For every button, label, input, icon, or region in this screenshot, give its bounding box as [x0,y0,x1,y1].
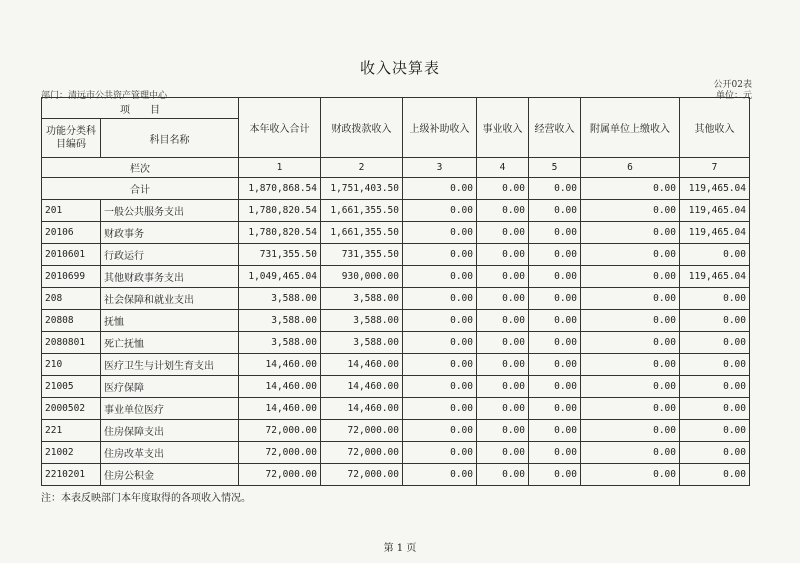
table-note: 注：本表反映部门本年度取得的各项收入情况。 [41,493,251,504]
row-value-cell: 0.00 [680,332,750,354]
row-value-cell: 0.00 [403,310,477,332]
row-code: 221 [42,420,101,442]
row-value-cell: 1,661,355.50 [321,222,403,244]
col-header: 其他收入 [680,98,750,158]
total-label: 合计 [42,178,239,200]
header-name: 科目名称 [101,119,239,158]
row-value-cell: 0.00 [581,354,680,376]
row-name: 住房公积金 [101,464,239,486]
row-code: 201 [42,200,101,222]
row-value-cell: 0.00 [403,266,477,288]
table-row [42,200,750,222]
row-value-cell: 0.00 [477,376,529,398]
page-number: 第 1 页 [383,543,417,554]
income-table [41,97,750,486]
row-name: 住房改革支出 [101,442,239,464]
total-cell: 119,465.04 [680,178,750,200]
row-value-cell: 1,661,355.50 [321,200,403,222]
row-value-cell: 14,460.00 [321,354,403,376]
row-value-cell: 0.00 [403,244,477,266]
row-value-cell: 0.00 [581,332,680,354]
row-code: 2010601 [42,244,101,266]
row-value-cell: 0.00 [581,464,680,486]
row-value-cell: 0.00 [403,354,477,376]
row-value-cell: 14,460.00 [239,376,321,398]
header-code: 功能分类科目编码 [42,119,101,158]
total-row [42,178,750,200]
row-value-cell: 0.00 [581,310,680,332]
row-value-cell: 72,000.00 [321,442,403,464]
row-value-cell: 0.00 [680,288,750,310]
table-row [42,398,750,420]
row-code: 21005 [42,376,101,398]
row-value-cell: 0.00 [477,398,529,420]
row-value-cell: 14,460.00 [239,354,321,376]
row-value-cell: 731,355.50 [239,244,321,266]
col-header: 上级补助收入 [403,98,477,158]
row-value-cell: 0.00 [403,464,477,486]
row-value-cell: 0.00 [477,288,529,310]
row-value-cell: 0.00 [529,332,581,354]
table-row [42,354,750,376]
total-cell: 0.00 [403,178,477,200]
row-value-cell: 0.00 [529,354,581,376]
total-cell: 0.00 [477,178,529,200]
row-value-cell: 0.00 [529,376,581,398]
row-value-cell: 0.00 [581,244,680,266]
col-header: 事业收入 [477,98,529,158]
seq-number: 1 [239,158,321,178]
row-value-cell: 3,588.00 [321,310,403,332]
row-value-cell: 0.00 [529,464,581,486]
row-value-cell: 72,000.00 [321,464,403,486]
row-value-cell: 0.00 [529,398,581,420]
row-code: 20106 [42,222,101,244]
row-value-cell: 0.00 [581,398,680,420]
row-value-cell: 14,460.00 [239,398,321,420]
row-value-cell: 0.00 [680,464,750,486]
total-cell: 1,870,868.54 [239,178,321,200]
row-value-cell: 3,588.00 [321,288,403,310]
row-value-cell: 72,000.00 [239,420,321,442]
row-name: 一般公共服务支出 [101,200,239,222]
row-value-cell: 3,588.00 [321,332,403,354]
row-value-cell: 0.00 [680,442,750,464]
row-name: 其他财政事务支出 [101,266,239,288]
row-value-cell: 0.00 [477,266,529,288]
row-value-cell: 0.00 [529,222,581,244]
row-value-cell: 72,000.00 [239,464,321,486]
col-header: 财政拨款收入 [321,98,403,158]
row-value-cell: 0.00 [477,464,529,486]
row-name: 住房保障支出 [101,420,239,442]
row-name: 死亡抚恤 [101,332,239,354]
seq-number: 6 [581,158,680,178]
row-value-cell: 0.00 [680,420,750,442]
row-value-cell: 731,355.50 [321,244,403,266]
seq-number: 7 [680,158,750,178]
department-label: 部门：清远市公共资产管理中心 [41,91,168,101]
row-code: 2080801 [42,332,101,354]
row-value-cell: 0.00 [680,244,750,266]
seq-row [42,158,750,178]
table-row [42,244,750,266]
row-value-cell: 0.00 [680,398,750,420]
row-value-cell: 119,465.04 [680,266,750,288]
row-name: 医疗卫生与计划生育支出 [101,354,239,376]
row-value-cell: 0.00 [477,332,529,354]
total-cell: 0.00 [529,178,581,200]
seq-number: 4 [477,158,529,178]
row-value-cell: 0.00 [529,442,581,464]
row-value-cell: 3,588.00 [239,310,321,332]
row-value-cell: 0.00 [581,200,680,222]
row-value-cell: 0.00 [477,200,529,222]
page-title: 收入决算表 [359,59,440,77]
row-value-cell: 0.00 [403,442,477,464]
row-value-cell: 0.00 [403,222,477,244]
header-item: 项 目 [42,98,239,119]
row-value-cell: 0.00 [403,288,477,310]
header-row-1 [42,98,750,119]
row-value-cell: 0.00 [581,266,680,288]
row-name: 财政事务 [101,222,239,244]
row-value-cell: 0.00 [581,442,680,464]
table-row [42,332,750,354]
form-number: 公开02表 [713,80,752,90]
row-code: 2000502 [42,398,101,420]
col-header: 附属单位上缴收入 [581,98,680,158]
total-cell: 1,751,403.50 [321,178,403,200]
seq-label: 栏次 [42,158,239,178]
table-row [42,420,750,442]
row-value-cell: 0.00 [477,354,529,376]
row-value-cell: 0.00 [581,288,680,310]
row-value-cell: 1,049,465.04 [239,266,321,288]
table-row [42,266,750,288]
row-value-cell: 0.00 [529,266,581,288]
col-header: 本年收入合计 [239,98,321,158]
row-value-cell: 0.00 [529,288,581,310]
row-value-cell: 0.00 [581,420,680,442]
row-value-cell: 930,000.00 [321,266,403,288]
table-row [42,442,750,464]
row-value-cell: 3,588.00 [239,332,321,354]
row-code: 2210201 [42,464,101,486]
row-value-cell: 0.00 [403,376,477,398]
row-value-cell: 0.00 [581,376,680,398]
row-value-cell: 14,460.00 [321,376,403,398]
row-code: 20808 [42,310,101,332]
row-value-cell: 0.00 [680,310,750,332]
row-value-cell: 0.00 [581,222,680,244]
row-value-cell: 0.00 [529,420,581,442]
row-value-cell: 0.00 [680,354,750,376]
row-value-cell: 0.00 [529,200,581,222]
table-row [42,310,750,332]
seq-number: 2 [321,158,403,178]
row-value-cell: 0.00 [477,310,529,332]
row-value-cell: 14,460.00 [321,398,403,420]
row-value-cell: 0.00 [477,244,529,266]
col-header: 经营收入 [529,98,581,158]
row-value-cell: 72,000.00 [239,442,321,464]
unit-label: 单位：元 [715,91,752,101]
row-code: 208 [42,288,101,310]
row-value-cell: 0.00 [403,200,477,222]
seq-number: 5 [529,158,581,178]
row-name: 社会保障和就业支出 [101,288,239,310]
seq-number: 3 [403,158,477,178]
row-value-cell: 0.00 [477,222,529,244]
row-value-cell: 3,588.00 [239,288,321,310]
table-row [42,288,750,310]
row-value-cell: 1,780,820.54 [239,200,321,222]
row-value-cell: 0.00 [680,376,750,398]
table-row [42,376,750,398]
row-value-cell: 0.00 [477,420,529,442]
row-name: 行政运行 [101,244,239,266]
total-cell: 0.00 [581,178,680,200]
row-value-cell: 72,000.00 [321,420,403,442]
row-name: 医疗保障 [101,376,239,398]
row-code: 21002 [42,442,101,464]
table-row [42,222,750,244]
row-value-cell: 0.00 [529,244,581,266]
row-code: 2010699 [42,266,101,288]
row-value-cell: 0.00 [403,332,477,354]
row-value-cell: 0.00 [403,420,477,442]
row-value-cell: 0.00 [477,442,529,464]
row-value-cell: 119,465.04 [680,222,750,244]
row-name: 抚恤 [101,310,239,332]
table-row [42,464,750,486]
row-code: 210 [42,354,101,376]
row-value-cell: 0.00 [403,398,477,420]
row-value-cell: 119,465.04 [680,200,750,222]
row-name: 事业单位医疗 [101,398,239,420]
row-value-cell: 1,780,820.54 [239,222,321,244]
row-value-cell: 0.00 [529,310,581,332]
